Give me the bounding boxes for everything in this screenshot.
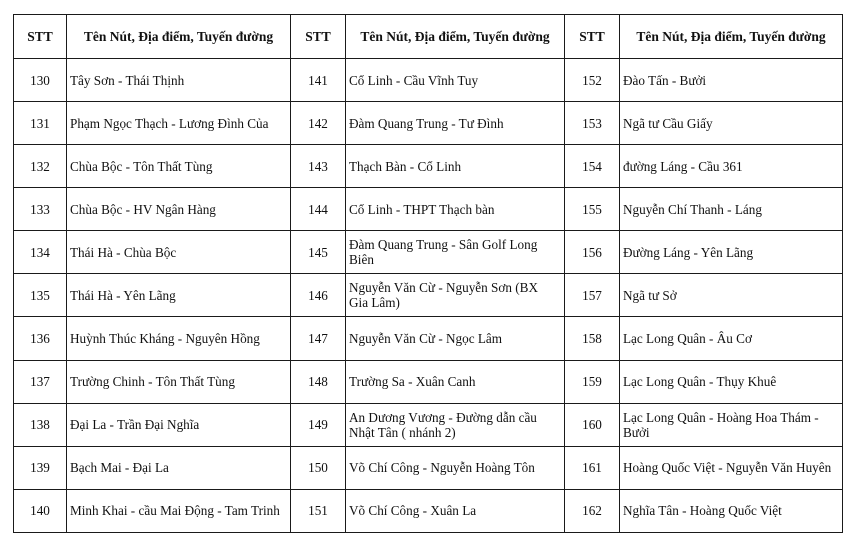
table-row bbox=[14, 59, 843, 102]
stt-cell: 159 bbox=[565, 360, 620, 403]
header-stt-1: STT bbox=[14, 15, 67, 59]
location-cell: Đường Láng - Yên Lãng bbox=[620, 231, 843, 274]
stt-cell: 135 bbox=[14, 274, 67, 317]
stt-cell: 142 bbox=[291, 102, 346, 145]
location-cell: Lạc Long Quân - Thụy Khuê bbox=[620, 360, 843, 403]
header-stt-2: STT bbox=[291, 15, 346, 59]
location-cell: Lạc Long Quân - Âu Cơ bbox=[620, 317, 843, 360]
location-cell: Phạm Ngọc Thạch - Lương Đình Của bbox=[67, 102, 291, 145]
stt-cell: 147 bbox=[291, 317, 346, 360]
header-location-3: Tên Nút, Địa điểm, Tuyến đường bbox=[620, 15, 843, 59]
stt-cell: 140 bbox=[14, 489, 67, 532]
table-row bbox=[14, 274, 843, 317]
stt-cell: 161 bbox=[565, 446, 620, 489]
stt-cell: 160 bbox=[565, 403, 620, 446]
stt-cell: 144 bbox=[291, 188, 346, 231]
header-stt-3: STT bbox=[565, 15, 620, 59]
location-cell: Hoàng Quốc Việt - Nguyễn Văn Huyên bbox=[620, 446, 843, 489]
stt-cell: 157 bbox=[565, 274, 620, 317]
stt-cell: 138 bbox=[14, 403, 67, 446]
stt-cell: 136 bbox=[14, 317, 67, 360]
stt-cell: 139 bbox=[14, 446, 67, 489]
table-row bbox=[14, 446, 843, 489]
stt-cell: 153 bbox=[565, 102, 620, 145]
location-cell: Trường Chinh - Tôn Thất Tùng bbox=[67, 360, 291, 403]
stt-cell: 151 bbox=[291, 489, 346, 532]
location-cell: Thái Hà - Yên Lãng bbox=[67, 274, 291, 317]
stt-cell: 152 bbox=[565, 59, 620, 102]
location-cell: đường Láng - Cầu 361 bbox=[620, 145, 843, 188]
location-cell: Võ Chí Công - Nguyễn Hoàng Tôn bbox=[346, 446, 565, 489]
table-row bbox=[14, 145, 843, 188]
table-header-row bbox=[14, 15, 843, 59]
location-cell: Trường Sa - Xuân Canh bbox=[346, 360, 565, 403]
stt-cell: 158 bbox=[565, 317, 620, 360]
table-row bbox=[14, 231, 843, 274]
location-cell: Ngã tư Cầu Giấy bbox=[620, 102, 843, 145]
stt-cell: 148 bbox=[291, 360, 346, 403]
stt-cell: 133 bbox=[14, 188, 67, 231]
location-cell: Cổ Linh - Cầu Vĩnh Tuy bbox=[346, 59, 565, 102]
stt-cell: 131 bbox=[14, 102, 67, 145]
stt-cell: 134 bbox=[14, 231, 67, 274]
location-cell: Huỳnh Thúc Kháng - Nguyên Hồng bbox=[67, 317, 291, 360]
stt-cell: 130 bbox=[14, 59, 67, 102]
location-cell: Nguyễn Chí Thanh - Láng bbox=[620, 188, 843, 231]
stt-cell: 146 bbox=[291, 274, 346, 317]
stt-cell: 132 bbox=[14, 145, 67, 188]
location-cell: Ngã tư Sở bbox=[620, 274, 843, 317]
stt-cell: 155 bbox=[565, 188, 620, 231]
location-cell: Đàm Quang Trung - Sân Golf Long Biên bbox=[346, 231, 565, 274]
location-cell: Tây Sơn - Thái Thịnh bbox=[67, 59, 291, 102]
stt-cell: 156 bbox=[565, 231, 620, 274]
table-row bbox=[14, 188, 843, 231]
location-cell: Nguyễn Văn Cừ - Ngọc Lâm bbox=[346, 317, 565, 360]
table-row bbox=[14, 317, 843, 360]
stt-cell: 141 bbox=[291, 59, 346, 102]
location-cell: Đàm Quang Trung - Tư Đình bbox=[346, 102, 565, 145]
header-location-1: Tên Nút, Địa điểm, Tuyến đường bbox=[67, 15, 291, 59]
stt-cell: 162 bbox=[565, 489, 620, 532]
header-location-2: Tên Nút, Địa điểm, Tuyến đường bbox=[346, 15, 565, 59]
location-cell: Thái Hà - Chùa Bộc bbox=[67, 231, 291, 274]
location-cell: Chùa Bộc - HV Ngân Hàng bbox=[67, 188, 291, 231]
location-cell: Nghĩa Tân - Hoàng Quốc Việt bbox=[620, 489, 843, 532]
intersection-list-table bbox=[13, 14, 843, 533]
location-cell: Chùa Bộc - Tôn Thất Tùng bbox=[67, 145, 291, 188]
stt-cell: 137 bbox=[14, 360, 67, 403]
table-row bbox=[14, 489, 843, 532]
location-cell: Võ Chí Công - Xuân La bbox=[346, 489, 565, 532]
stt-cell: 150 bbox=[291, 446, 346, 489]
location-cell: An Dương Vương - Đường dẫn cầu Nhật Tân ( nhánh 2) bbox=[346, 403, 565, 446]
stt-cell: 143 bbox=[291, 145, 346, 188]
table-row bbox=[14, 403, 843, 446]
location-cell: Đào Tấn - Bưởi bbox=[620, 59, 843, 102]
stt-cell: 145 bbox=[291, 231, 346, 274]
location-cell: Cổ Linh - THPT Thạch bàn bbox=[346, 188, 565, 231]
location-cell: Bạch Mai - Đại La bbox=[67, 446, 291, 489]
location-cell: Lạc Long Quân - Hoàng Hoa Thám - Bưởi bbox=[620, 403, 843, 446]
table-row bbox=[14, 360, 843, 403]
location-cell: Thạch Bàn - Cổ Linh bbox=[346, 145, 565, 188]
stt-cell: 149 bbox=[291, 403, 346, 446]
location-cell: Đại La - Trần Đại Nghĩa bbox=[67, 403, 291, 446]
stt-cell: 154 bbox=[565, 145, 620, 188]
table-body bbox=[14, 59, 843, 533]
location-cell: Minh Khai - cầu Mai Động - Tam Trinh bbox=[67, 489, 291, 532]
location-cell: Nguyễn Văn Cừ - Nguyễn Sơn (BX Gia Lâm) bbox=[346, 274, 565, 317]
table-row bbox=[14, 102, 843, 145]
